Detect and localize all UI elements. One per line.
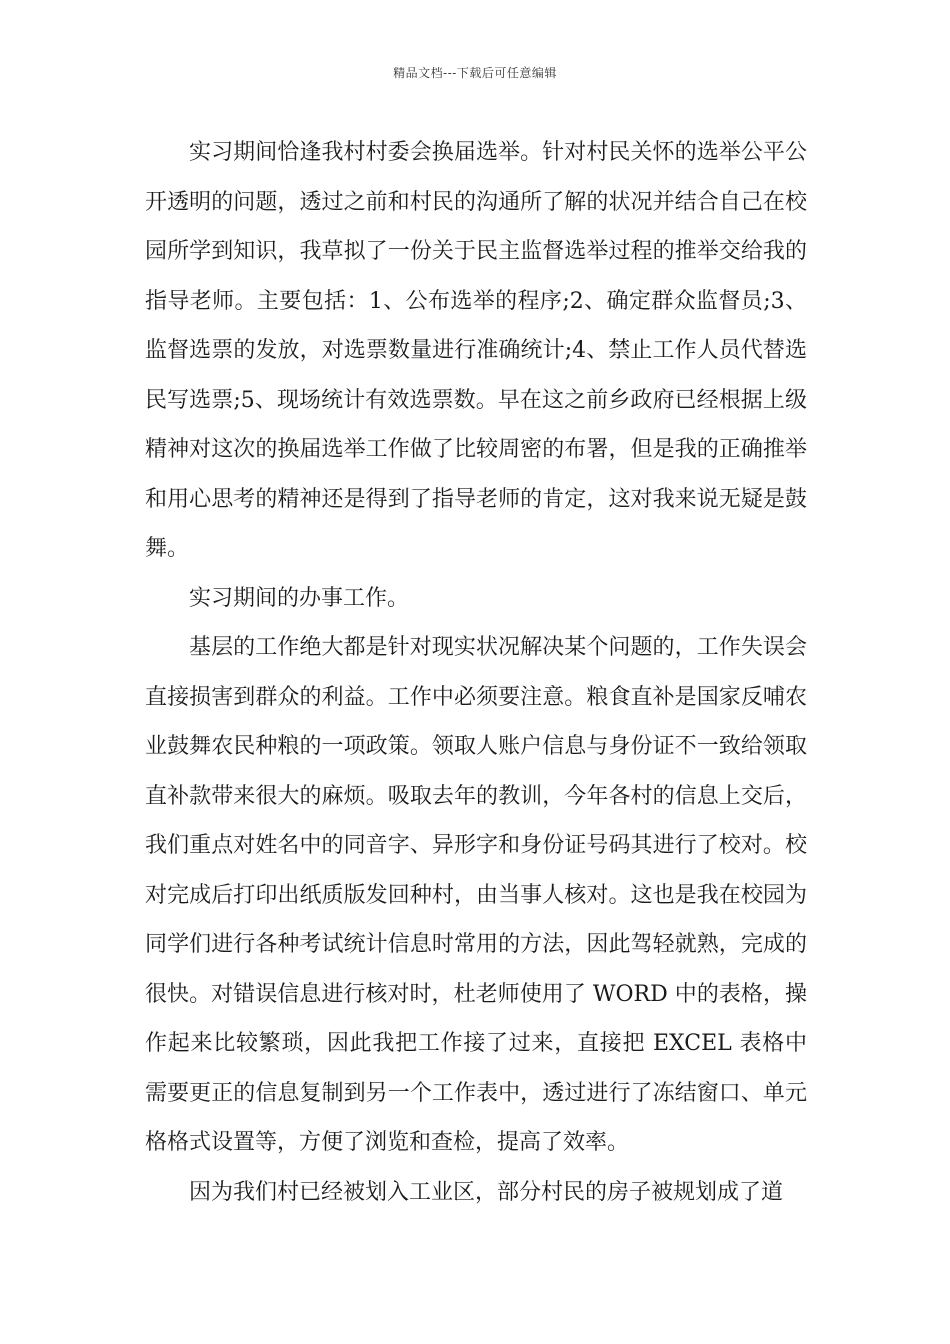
paragraph-office-work-heading: 实习期间的办事工作。 bbox=[189, 585, 410, 611]
paragraph-election: 实习期间恰逢我村村委会换届选举。针对村民关怀的选举公平公开透明的问题，透过之前和村民的沟通所了解的状况并结合自己在校园所学到知识，我草拟了一份关于民主监督选举过程的推举交给我的指导老师。主要包括：1、公布选举的程序;2、确定群众监督员;3、监督选票的发放，对选票数量进行准确统计;4、禁止工作人员代替选民写选票;5、现场统计有效选票数。早在这之前乡政府已经根据上级精神对这次的换届选举工作做了比较周密的布署，但是我的正确推举和用心思考的精神还是得到了指导老师的肯定，这对我来说无疑是鼓舞。 bbox=[145, 140, 807, 561]
paragraph-grassroots-work: 基层的工作绝大都是针对现实状况解决某个问题的，工作失误会直接损害到群众的利益。工作中必须要注意。粮食直补是国家反哺农业鼓舞农民种粮的一项政策。领取人账户信息与身份证不一致给领取直补款带来很大的麻烦。吸取去年的教训，今年各村的信息上交后，我们重点对姓名中的同音字、异形字和身份证号码其进行了校对。校对完成后打印出纸质版发回种村，由当事人核对。这也是我在校园为同学们进行各种考试统计信息时常用的方法，因此驾轻就熟，完成的很快。对错误信息进行核对时，杜老师使用了 WORD 中的表格，操作起来比较繁琐，因此我把工作接了过来，直接把 EXCEL 表格中需要更正的信息复制到另一个工作表中，透过进行了冻结窗口、单元格格式设置等，方便了浏览和查检，提高了效率。 bbox=[145, 635, 807, 1155]
page-header: 精品文档---下载后可任意编辑 bbox=[393, 66, 557, 80]
paragraph-industrial-zone: 因为我们村已经被划入工业区，部分村民的房子被规划成了道 bbox=[189, 1179, 784, 1205]
document-body bbox=[145, 128, 807, 1217]
